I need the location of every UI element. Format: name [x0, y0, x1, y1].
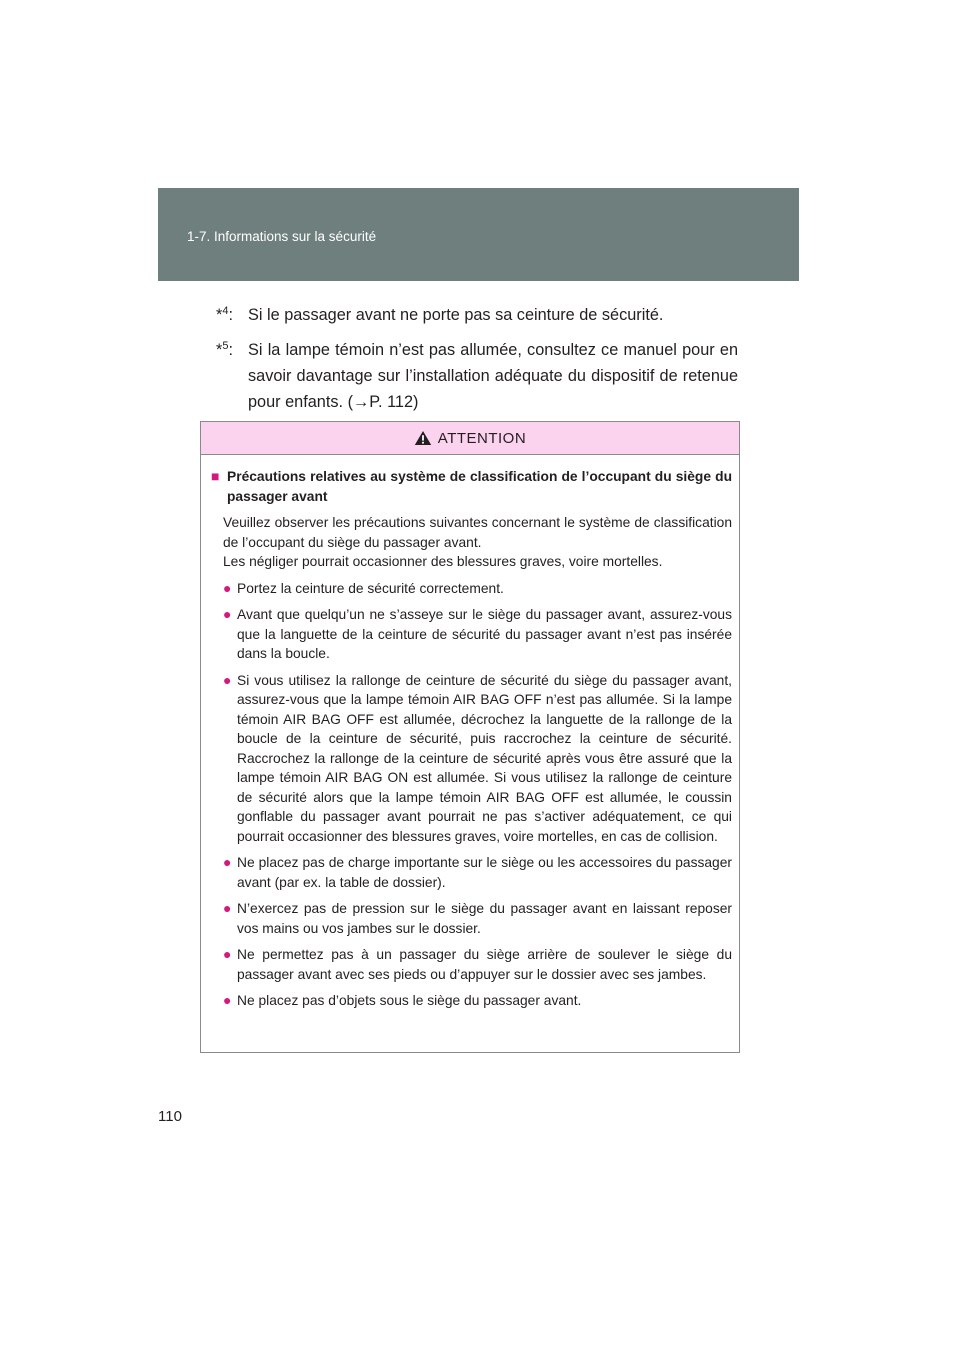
- footnotes: [216, 302, 738, 424]
- bullet-dot-icon: ●: [223, 606, 232, 622]
- list-item-text: Si vous utilisez la rallonge de ceinture de sécurité du siège du passager avant, assurez-vous que la lampe témoin AIR BAG OFF n’est pas allumée. Si la lampe témoin AIR BAG OFF est allumée, décrochez la languette de la rallonge de la boucle de la ceinture de sécurité, puis raccrochez la ceinture de sécurité. Raccrochez la rallonge de la ceinture de sécurité après vous être assuré que la lampe témoin AIR BAG ON est allumée. Si vous utilisez la rallonge de ceinture de sécurité alors que la lampe témoin AIR BAG OFF est allumée, le coussin gonflable du passager avant pourrait ne pas s’activer adéquatement, ce qui pourrait occasionner des blessures graves, voire mortelles, en cas de collision.: [237, 672, 732, 844]
- list-item: [211, 945, 732, 984]
- bullet-dot-icon: ●: [223, 579, 232, 596]
- list-item-text: Avant que quelqu’un ne s’asseye sur le siège du passager avant, assurez-vous que la languette de la ceinture de sécurité du passager avant n’est pas insérée dans la boucle.: [237, 607, 732, 661]
- footnote-marker: *$^5$:: [216, 340, 233, 359]
- section-header: [158, 188, 799, 281]
- footnote-4: [216, 302, 738, 328]
- list-item: [211, 605, 732, 664]
- warning-triangle-icon: [414, 430, 432, 446]
- attention-intro: [211, 513, 732, 572]
- intro-line-2: Les négliger pourrait occasionner des blessures graves, voire mortelles.: [223, 554, 663, 569]
- list-item: [211, 671, 732, 847]
- list-item-text: N’exercez pas de pression sur le siège du passager avant en laissant reposer vos mains ou vos jambes sur le dossier.: [237, 901, 732, 936]
- bullet-dot-icon: ●: [223, 946, 232, 962]
- square-bullet-icon: ■: [211, 468, 220, 484]
- list-item-text: Ne placez pas de charge importante sur le siège ou les accessoires du passager avant (par ex. la table de dossier).: [237, 855, 732, 890]
- section-title: 1-7. Informations sur la sécurité: [187, 229, 377, 244]
- list-item: [211, 579, 732, 599]
- list-item-text: Ne permettez pas à un passager du siège arrière de soulever le siège du passager avant avec ses pieds ou d’appuyer sur le dossier avec ses jambes.: [237, 947, 732, 982]
- intro-line-1: Veuillez observer les précautions suivantes concernant le système de classification de l’occupant du siège du passager avant.: [223, 515, 732, 550]
- attention-title-text: Précautions relatives au système de classification de l’occupant du siège du passager avant: [227, 469, 732, 504]
- attention-body: [201, 455, 739, 1011]
- bullet-dot-icon: ●: [223, 992, 232, 1008]
- attention-label: ATTENTION: [437, 429, 527, 447]
- attention-box: [200, 421, 740, 1053]
- list-item-text: Ne placez pas d’objets sous le siège du passager avant.: [237, 993, 582, 1008]
- attention-title: [211, 467, 732, 506]
- page-number: 110: [158, 1108, 182, 1125]
- footnote-text: Si le passager avant ne porte pas sa ceinture de sécurité.: [248, 306, 664, 324]
- footnote-5: [216, 337, 738, 415]
- list-item: [211, 991, 732, 1011]
- list-item: [211, 899, 732, 938]
- list-item-text: Portez la ceinture de sécurité correctement.: [237, 580, 504, 596]
- bullet-dot-icon: ●: [223, 854, 232, 870]
- bullet-dot-icon: ●: [223, 671, 232, 688]
- list-item: [211, 853, 732, 892]
- attention-header: [201, 422, 739, 455]
- bullet-dot-icon: ●: [223, 900, 232, 916]
- footnote-marker: *$^4$:: [216, 305, 233, 324]
- footnote-text: Si la lampe témoin n’est pas allumée, consultez ce manuel pour en savoir davantage sur l’installation adéquate du dispositif de retenue pour enfants. (→P. 112): [248, 341, 738, 411]
